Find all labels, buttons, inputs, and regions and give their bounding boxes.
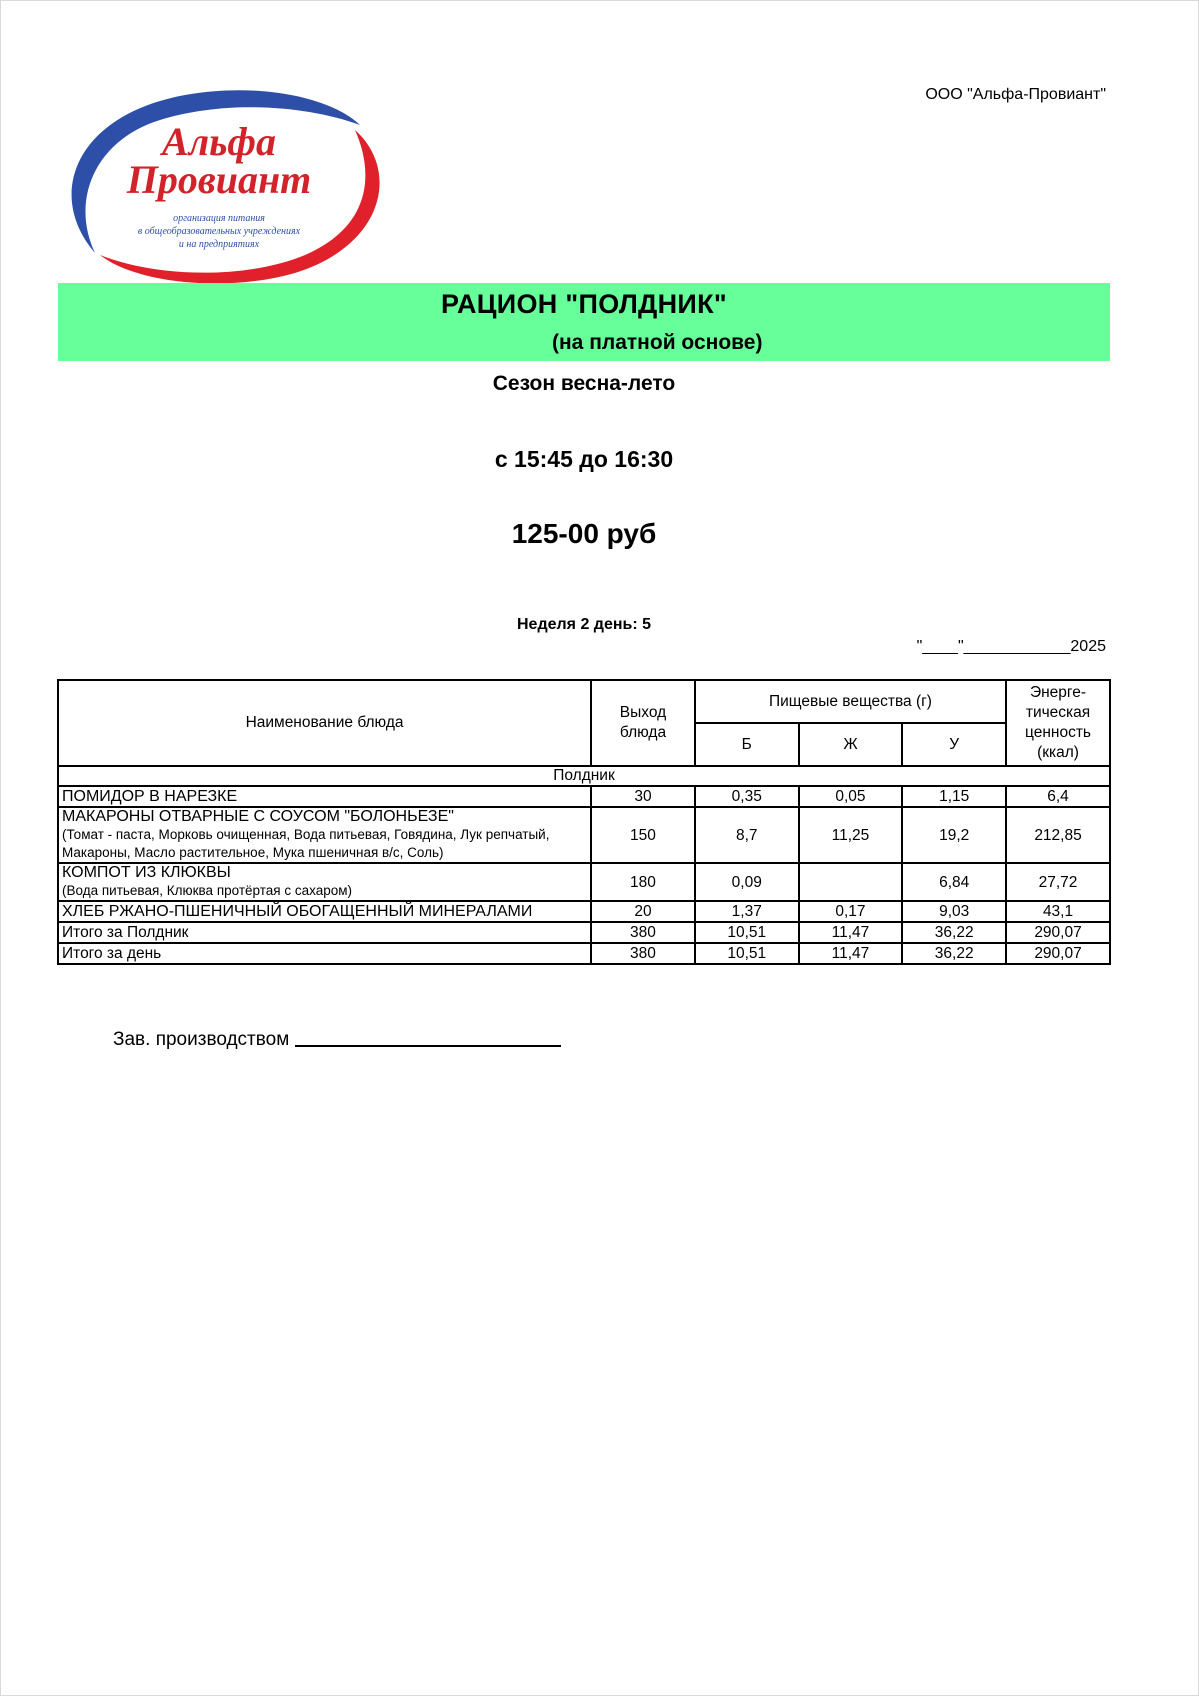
ration-subtitle: (на платной основе) [552, 331, 763, 354]
total-row [58, 943, 1110, 964]
table-row [58, 863, 1110, 901]
dish-carbs: 6,84 [902, 863, 1006, 901]
dish-name: МАКАРОНЫ ОТВАРНЫЕ С СОУСОМ "БОЛОНЬЕЗЕ" [62, 808, 454, 825]
header-yield-text: Выход блюда [619, 704, 667, 741]
total-energy: 290,07 [1006, 922, 1110, 943]
dish-energy: 27,72 [1006, 863, 1110, 901]
total-carbs: 36,22 [902, 922, 1006, 943]
company-name: ООО "Альфа-Провиант" [925, 86, 1106, 103]
header-fat: Ж [799, 723, 903, 766]
header-carbs: У [902, 723, 1006, 766]
header-dish-name: Наименование блюда [58, 680, 591, 766]
header-protein: Б [695, 723, 799, 766]
signature-line [295, 1045, 561, 1047]
menu-table [57, 679, 1111, 965]
dish-energy: 43,1 [1006, 901, 1110, 922]
logo-brand-line2: Провиант [126, 157, 312, 202]
dish-ingredients: (Томат - паста, Морковь очищенная, Вода питьевая, Говядина, Лук репчатый, Макароны, Масло растительное, Мука пшеничная в/с, Соль) [62, 827, 550, 860]
header-energy-text: Энерге-тическая ценность (ккал) [1025, 684, 1092, 761]
table-row [58, 786, 1110, 807]
logo-brand-line1: Альфа [161, 119, 277, 164]
dish-yield: 30 [591, 786, 695, 807]
dish-protein: 1,37 [695, 901, 799, 922]
section-row [58, 766, 1110, 786]
dish-carbs: 9,03 [902, 901, 1006, 922]
dish-carbs: 1,15 [902, 786, 1006, 807]
signature-block [113, 1029, 561, 1051]
dish-name: КОМПОТ ИЗ КЛЮКВЫ [62, 864, 231, 881]
total-fat: 11,47 [799, 943, 903, 964]
dish-name-cell [58, 807, 591, 863]
logo-tagline-3: и на предприятиях [178, 239, 260, 250]
total-label: Итого за Полдник [58, 922, 591, 943]
price-label: 125-00 руб [511, 518, 657, 549]
dish-yield: 20 [591, 901, 695, 922]
dish-name-cell [58, 863, 591, 901]
ration-title: РАЦИОН "ПОЛДНИК" [441, 289, 727, 319]
dish-fat: 0,17 [799, 901, 903, 922]
dish-carbs: 19,2 [902, 807, 1006, 863]
dish-name-cell [58, 901, 591, 922]
week-day-label: Неделя 2 день: 5 [516, 616, 652, 633]
logo-tagline-2: в общеобразовательных учреждениях [137, 226, 301, 237]
dish-name-cell [58, 786, 591, 807]
title-banner [58, 283, 1110, 361]
header-nutrients: Пищевые вещества (г) [695, 680, 1006, 723]
dish-yield: 180 [591, 863, 695, 901]
total-fat: 11,47 [799, 922, 903, 943]
logo-tagline-1: организация питания [173, 213, 265, 224]
total-row [58, 922, 1110, 943]
total-protein: 10,51 [695, 943, 799, 964]
dish-energy: 6,4 [1006, 786, 1110, 807]
dish-protein: 8,7 [695, 807, 799, 863]
total-protein: 10,51 [695, 922, 799, 943]
total-energy: 290,07 [1006, 943, 1110, 964]
dish-name: ХЛЕБ РЖАНО-ПШЕНИЧНЫЙ ОБОГАЩЕННЫЙ МИНЕРАЛАМИ [62, 903, 533, 920]
dish-fat: 11,25 [799, 807, 903, 863]
date-blank: "____"____________2025 [916, 638, 1106, 655]
company-logo [55, 85, 392, 287]
total-label: Итого за день [58, 943, 591, 964]
dish-fat [799, 863, 903, 901]
table-header-row [58, 680, 1110, 723]
total-carbs: 36,22 [902, 943, 1006, 964]
serving-time: с 15:45 до 16:30 [494, 446, 674, 472]
dish-protein: 0,35 [695, 786, 799, 807]
header-yield [591, 680, 695, 766]
dish-yield: 150 [591, 807, 695, 863]
total-yield: 380 [591, 943, 695, 964]
header-energy [1006, 680, 1110, 766]
dish-energy: 212,85 [1006, 807, 1110, 863]
season-label: Сезон весна-лето [492, 372, 676, 395]
dish-fat: 0,05 [799, 786, 903, 807]
signature-label: Зав. производством [113, 1029, 290, 1050]
dish-name: ПОМИДОР В НАРЕЗКЕ [62, 788, 238, 805]
section-title: Полдник [58, 766, 1110, 786]
total-yield: 380 [591, 922, 695, 943]
table-row [58, 807, 1110, 863]
dish-ingredients: (Вода питьевая, Клюква протёртая с сахаром) [62, 883, 353, 898]
dish-protein: 0,09 [695, 863, 799, 901]
table-row [58, 901, 1110, 922]
